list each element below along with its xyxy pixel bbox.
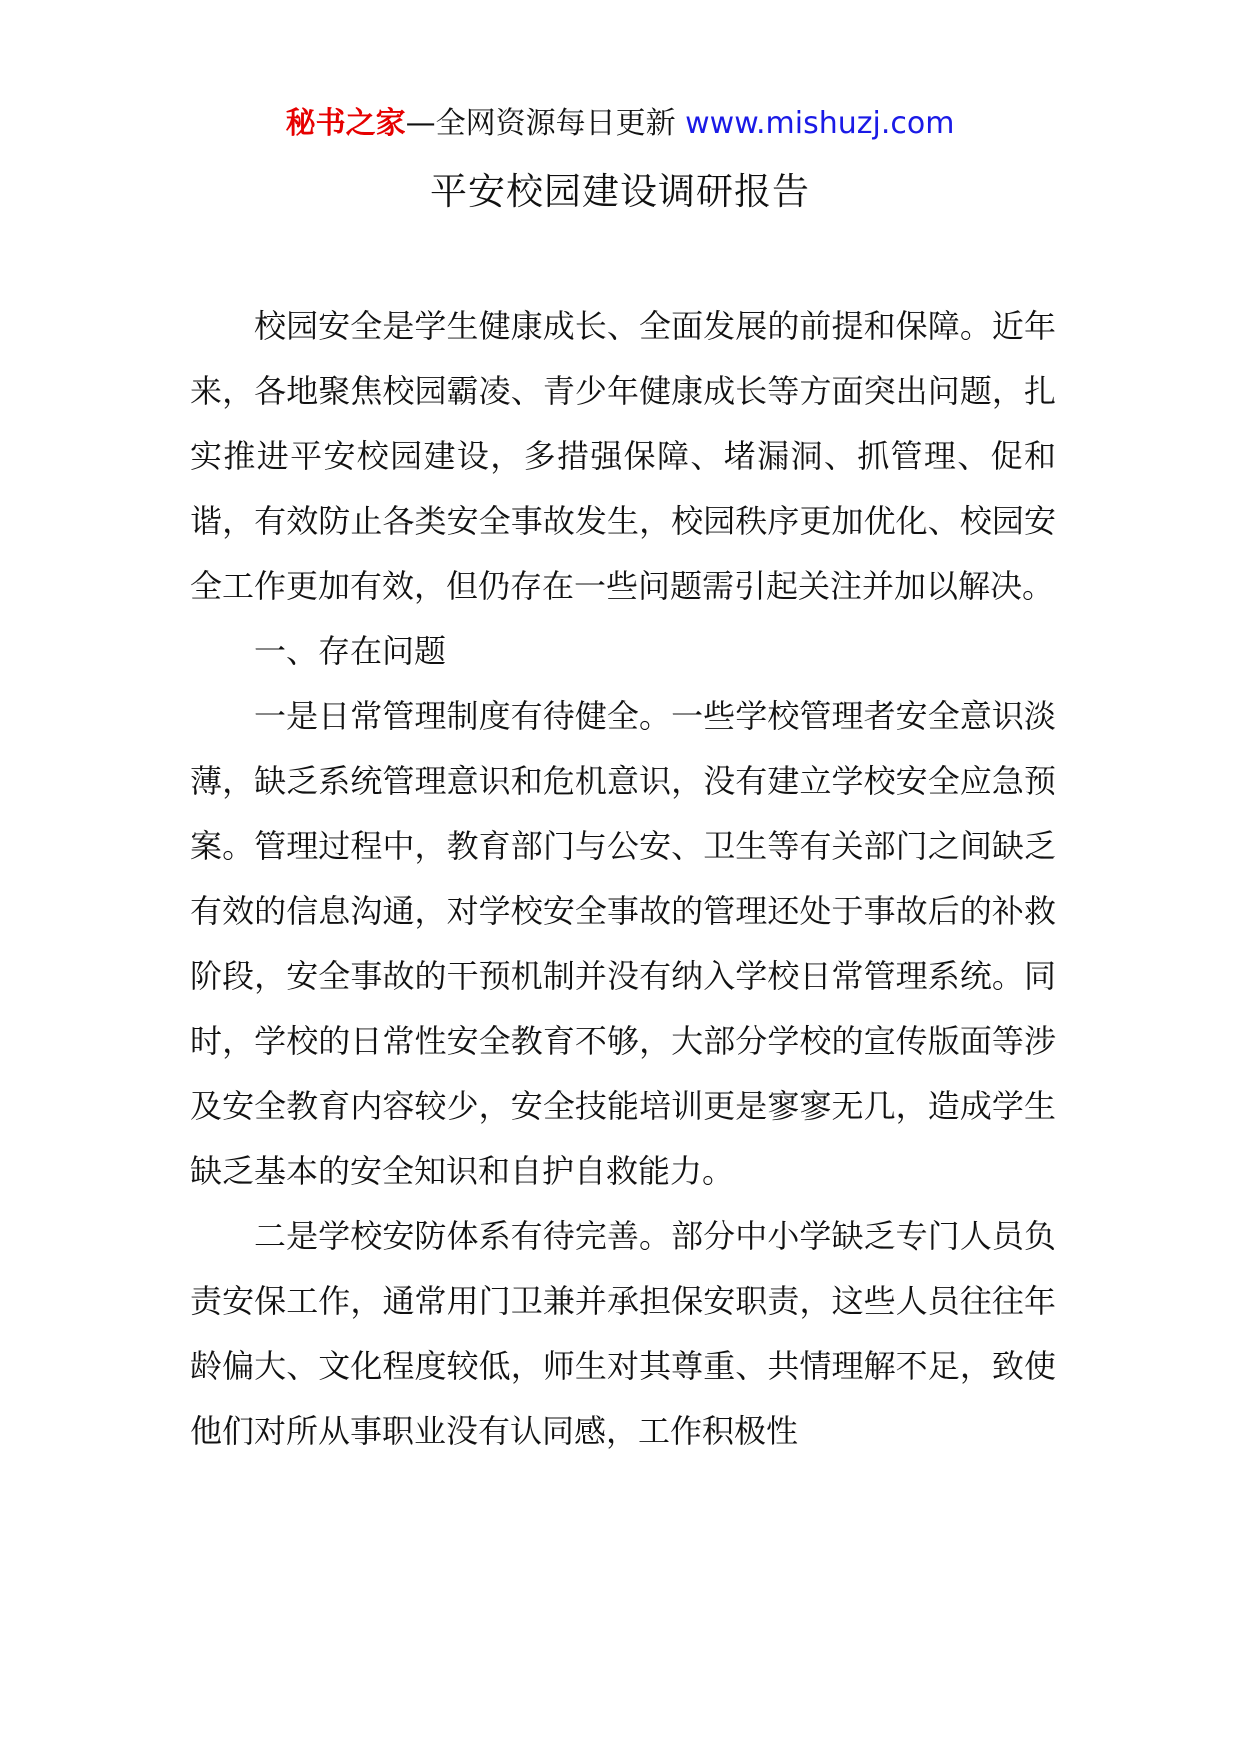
site-url-link[interactable]: www.mishuzj.com (685, 106, 955, 141)
document-title: 平安校园建设调研报告 (430, 170, 810, 213)
site-header (0, 102, 1240, 146)
intro-paragraph: 校园安全是学生健康成长、全面发展的前提和保障。近年来，各地聚焦校园霸凌、青少年健康成长等方面突出问题，扎实推进平安校园建设，多措强保障、堵漏洞、抓管理、促和谐，有效防止各类安全事故发生，校园秩序更加优化、校园安全工作更加有效，但仍存在一些问题需引起关注并加以解决。 (190, 307, 1056, 605)
header-tagline: —全网资源每日更新 (405, 106, 676, 141)
document-body (190, 294, 1056, 1464)
issue-paragraph-2: 二是学校安防体系有待完善。部分中小学缺乏专门人员负责安保工作，通常用门卫兼并承担保安职责，这些人员往往年龄偏大、文化程度较低，师生对其尊重、共情理解不足，致使他们对所从事职业没有认同感，工作积极性 (190, 1217, 1056, 1450)
brand-name: 秘书之家 (285, 106, 406, 141)
issue-paragraph-1: 一是日常管理制度有待健全。一些学校管理者安全意识淡薄，缺乏系统管理意识和危机意识，没有建立学校安全应急预案。管理过程中，教育部门与公安、卫生等有关部门之间缺乏有效的信息沟通，对学校安全事故的管理还处于事故后的补救阶段，安全事故的干预机制并没有纳入学校日常管理系统。同时，学校的日常性安全教育不够，大部分学校的宣传版面等涉及安全教育内容较少，安全技能培训更是寥寥无几，造成学生缺乏基本的安全知识和自护自救能力。 (190, 697, 1056, 1190)
section-heading: 一、存在问题 (254, 632, 447, 670)
